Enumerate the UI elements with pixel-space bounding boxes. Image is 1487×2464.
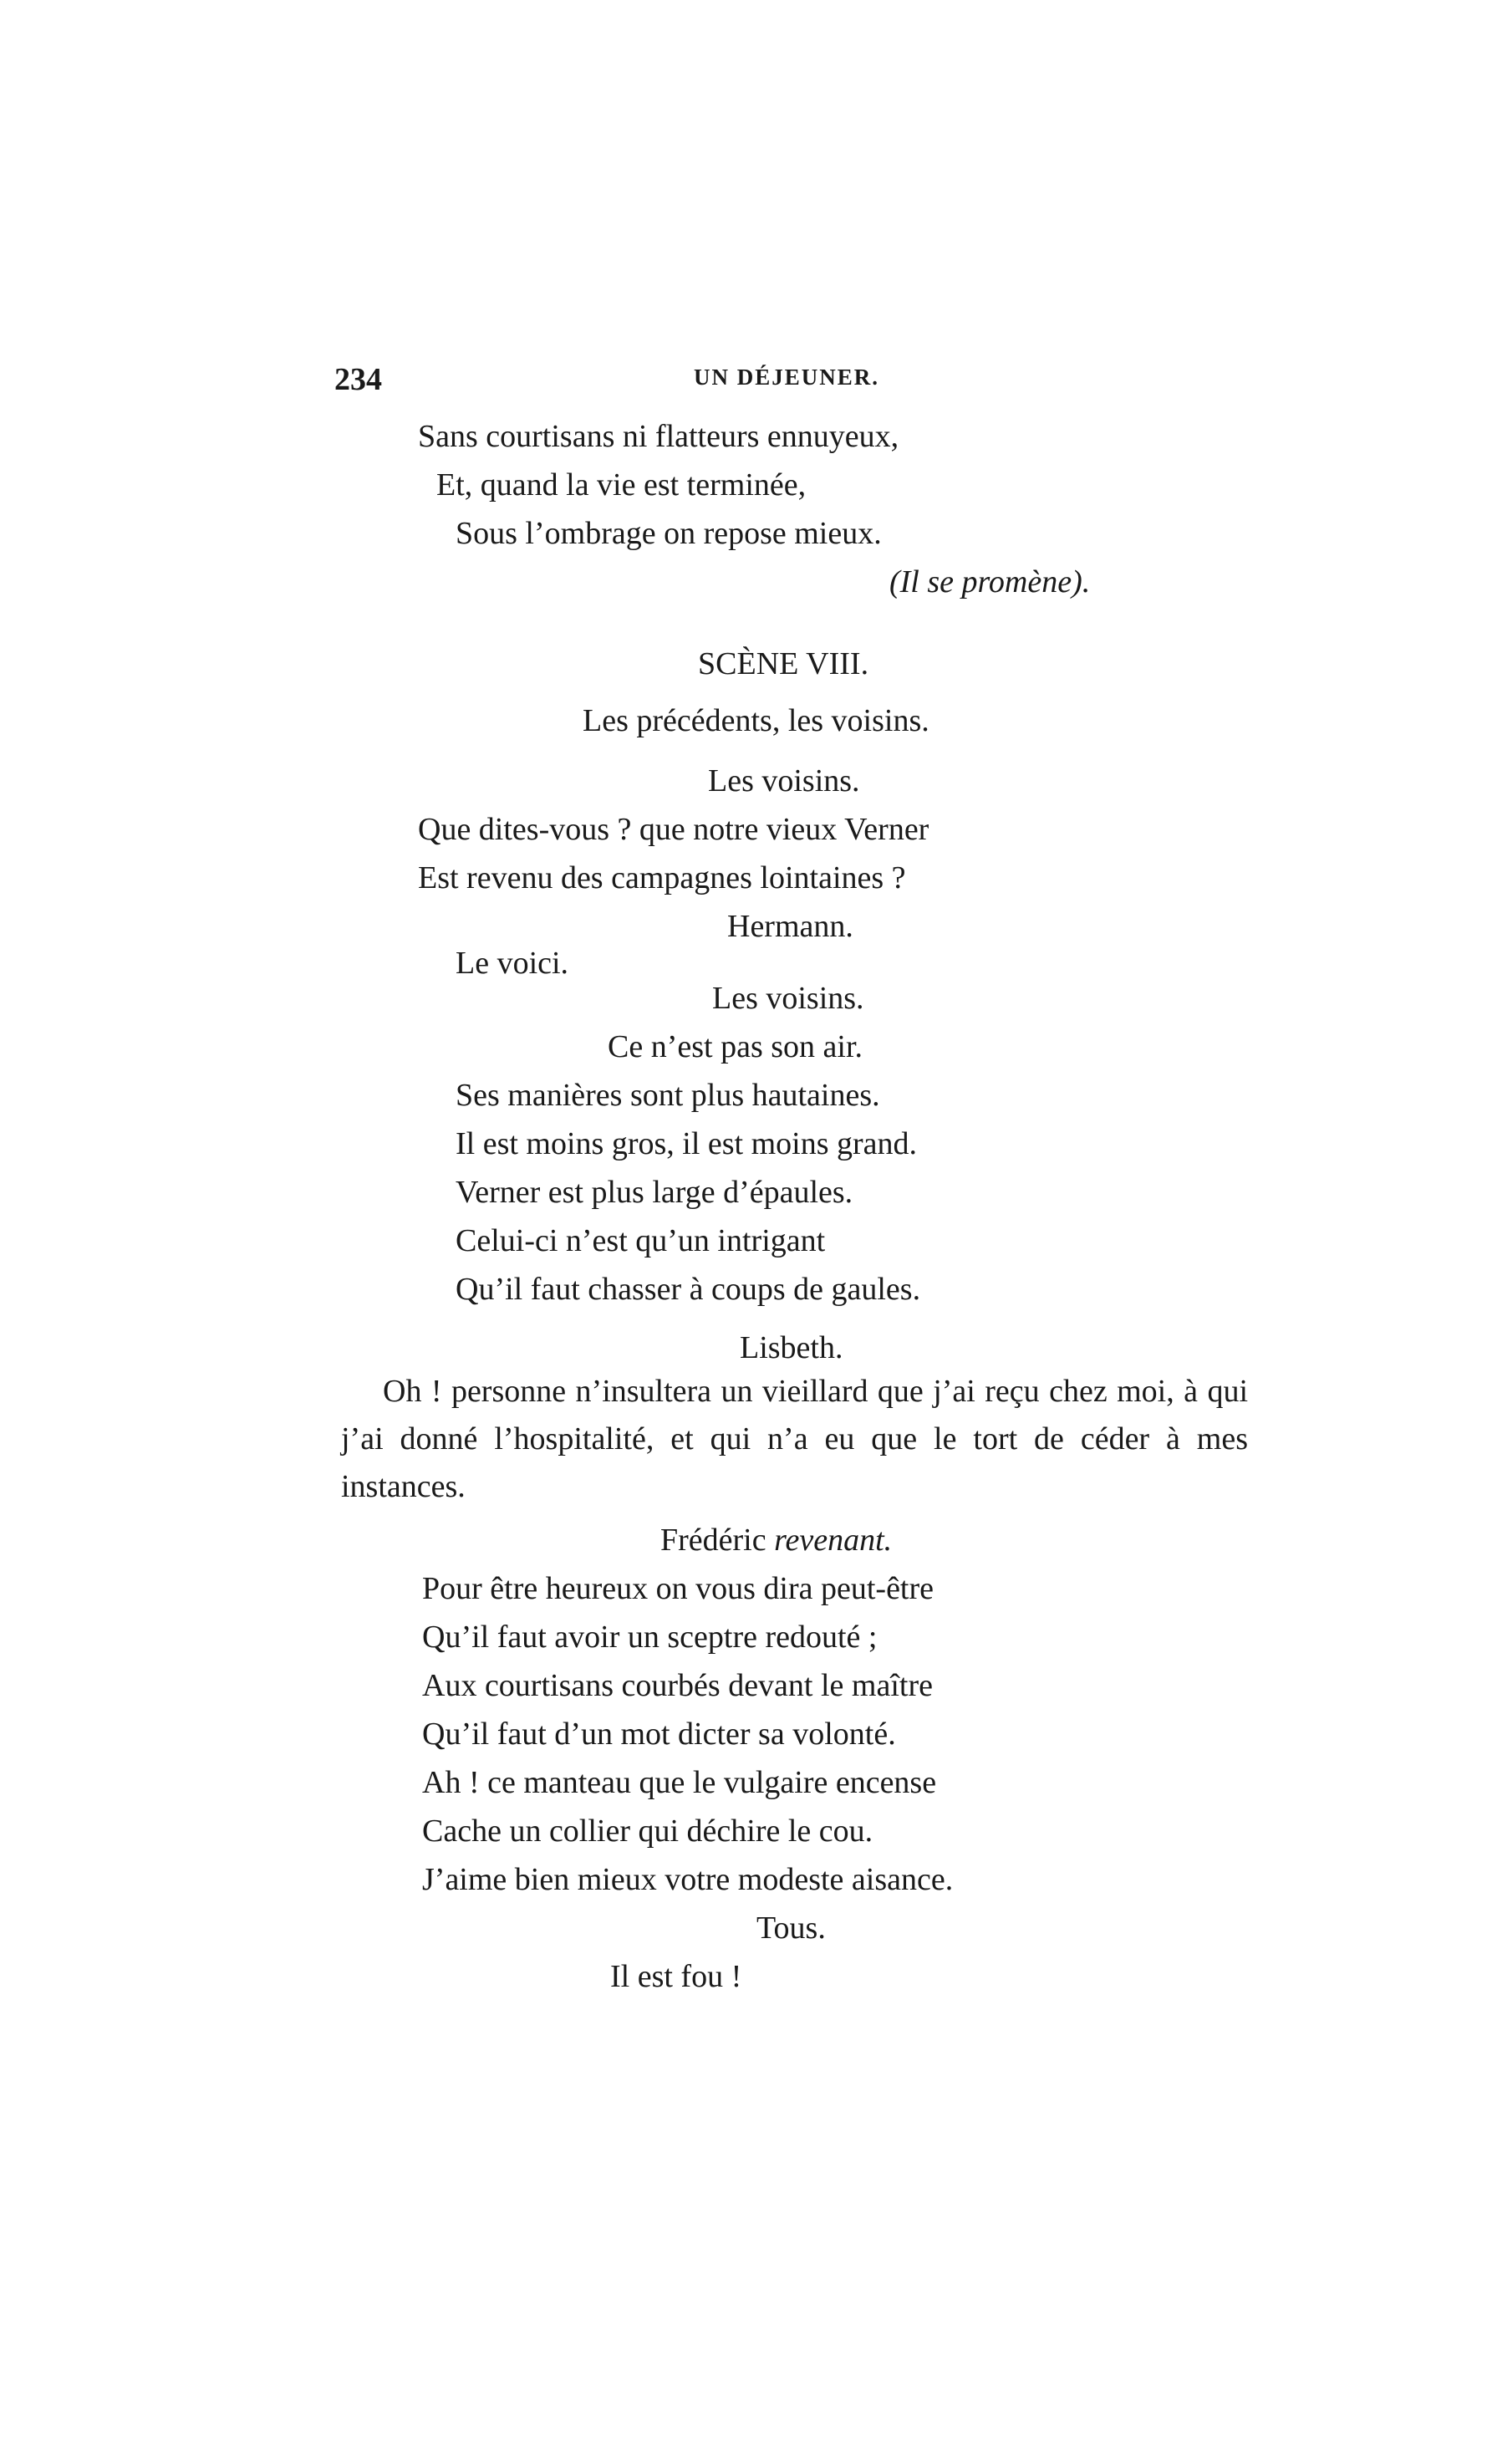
speaker-name: Les voisins. [712, 981, 864, 1016]
verse-line: Ses manières sont plus hautaines. [456, 1078, 880, 1113]
speaker-name: Les voisins. [708, 763, 860, 798]
speaker-direction: revenant. [774, 1523, 893, 1558]
running-title: UN DÉJEUNER. [694, 365, 880, 390]
scene-characters: Les précédents, les voisins. [583, 703, 929, 738]
prose-paragraph [341, 1368, 1248, 1511]
verse-line: Ce n’est pas son air. [608, 1029, 863, 1064]
verse-line: J’aime bien mieux votre modeste aisance. [422, 1862, 954, 1897]
scene-heading: SCÈNE VIII. [698, 646, 869, 681]
verse-line: Aux courtisans courbés devant le maître [422, 1668, 933, 1703]
speaker-name: Hermann. [727, 909, 853, 944]
speaker-name: Frédéric [660, 1523, 766, 1558]
speaker-line [660, 1522, 892, 1558]
verse-line: Et, quand la vie est terminée, [436, 467, 807, 502]
verse-line: Sous l’ombrage on repose mieux. [456, 516, 882, 551]
verse-line: Cache un collier qui déchire le cou. [422, 1814, 873, 1849]
verse-line: Il est moins gros, il est moins grand. [456, 1126, 918, 1161]
stage-direction: (Il se promène). [889, 564, 1091, 599]
verse-line: Verner est plus large d’épaules. [456, 1175, 853, 1210]
verse-line: Que dites-vous ? que notre vieux Verner [418, 812, 929, 847]
verse-line: Qu’il faut d’un mot dicter sa volonté. [422, 1717, 896, 1752]
verse-line: Pour être heureux on vous dira peut-être [422, 1571, 934, 1606]
verse-line: Est revenu des campagnes lointaines ? [418, 860, 906, 895]
verse-line: Qu’il faut avoir un sceptre redouté ; [422, 1620, 878, 1655]
verse-line: Le voici. [456, 946, 569, 981]
verse-line: Qu’il faut chasser à coups de gaules. [456, 1272, 921, 1307]
prose-text: Oh ! personne n’insultera un vieillard que j’ai reçu chez moi, à qui j’ai donné l’hospitalité, et qui n’a eu que le tort de céder à mes instances. [341, 1374, 1248, 1504]
page-number: 234 [334, 362, 382, 397]
verse-line: Sans courtisans ni flatteurs ennuyeux, [418, 419, 899, 454]
speaker-name: Tous. [756, 1910, 826, 1946]
verse-line: Il est fou ! [610, 1959, 742, 1994]
speaker-name: Lisbeth. [740, 1330, 843, 1365]
verse-line: Celui-ci n’est qu’un intrigant [456, 1223, 826, 1258]
verse-line: Ah ! ce manteau que le vulgaire encense [422, 1765, 937, 1800]
